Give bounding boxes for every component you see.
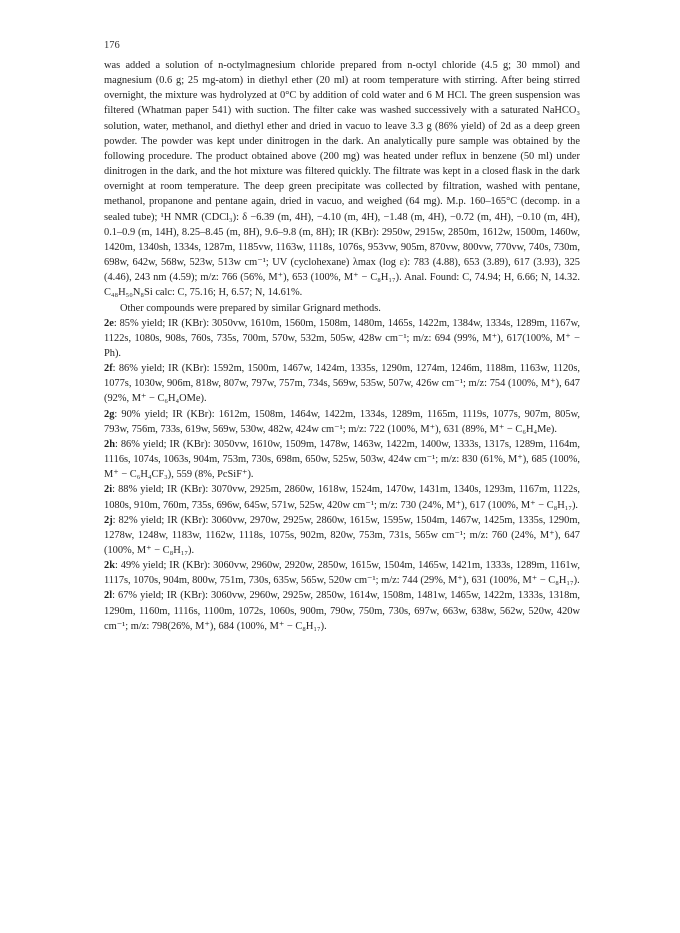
compound-entry-2i (104, 482, 580, 512)
compound-label: 2f (104, 363, 113, 375)
compound-data: : 86% yield; IR (KBr): 1592m, 1500m, 1467w, 1424m, 1335s, 1290m, 1274m, 1246m, 1188m, 1163w, 1120s, 1077s, 1030w, 906m, 818w, 807w, 797w, 757m, 734s, 569w, 535w, 507w, 426w cm⁻¹; m/z: 754 (100%, M⁺), 647 (92%, M⁺ − C₆H₄OMe). (104, 363, 580, 405)
compound-data: : 49% yield; IR (KBr): 3060vw, 2960w, 2920w, 2850w, 1615w, 1504m, 1465w, 1421m, 1333s, 1289m, 1161w, 1117s, 1070s, 904m, 800w, 751m, 730s, 635w, 565w, 520w cm⁻¹; m/z: 744 (29%, M⁺), 631 (100%, M⁺ − C₈H₁₇). (104, 560, 580, 587)
body-text (104, 58, 580, 634)
note-paragraph (104, 301, 580, 316)
compound-entry-2j (104, 513, 580, 558)
compound-label: 2l (104, 590, 113, 602)
compound-entry-2g (104, 407, 580, 437)
compound-entry-2l (104, 588, 580, 633)
compound-data: : 82% yield; IR (KBr): 3060vw, 2970w, 2925w, 2860w, 1615w, 1595w, 1504m, 1467w, 1425m, 1335s, 1290m, 1278w, 1248w, 1183w, 1162w, 1118s, 1075s, 902m, 820w, 753m, 731s, 565w cm⁻¹; m/z: 760 (24%, M⁺), 647 (100%, M⁺ − C₈H₁₇). (104, 514, 580, 556)
compound-data: : 86% yield; IR (KBr): 3050vw, 1610w, 1509m, 1478w, 1463w, 1422m, 1400w, 1333s, 1317s, 1289m, 1164m, 1116s, 1074s, 1063s, 904m, 753m, 730s, 698m, 650w, 525w, 503w, 424w cm⁻¹; m/z: 830 (61%, M⁺), 685 (100%, M⁺ − C₆H₄CF₃), 559 (8%, PcSiF⁺). (104, 438, 580, 481)
compound-label: 2e (104, 317, 114, 329)
compound-data: : 85% yield; IR (KBr): 3050vw, 1610m, 1560m, 1508m, 1480m, 1465s, 1422m, 1384w, 1334s, 1289m, 1167w, 1122s, 1080s, 908s, 760s, 735s, 700m, 570w, 532m, 505w, 428w cm⁻¹; m/z: 694 (99%, M⁺), 617(100%, M⁺ − Ph). (104, 317, 580, 359)
compound-label: 2g (104, 408, 115, 420)
compound-data: : 90% yield; IR (KBr): 1612m, 1508m, 1464w, 1422m, 1334s, 1289m, 1165m, 1119s, 1077s, 907m, 805w, 793w, 756m, 733s, 619w, 569w, 530w, 482w, 424w cm⁻¹; m/z: 722 (100%, M⁺), 631 (89%, M⁺ − C₆H₄Me). (104, 408, 580, 435)
page-number: 176 (104, 40, 120, 51)
compound-data: : 88% yield; IR (KBr): 3070vw, 2925m, 2860w, 1618w, 1524m, 1470w, 1431m, 1340s, 1293m, 1167m, 1122s, 1080s, 910m, 760m, 735s, 696w, 645w, 571w, 525w, 420w cm⁻¹; m/z: 730 (24%, M⁺), 617 (100%, M⁺ − C₈H₁₇). (104, 484, 580, 511)
compound-label: 2k (104, 560, 115, 572)
compound-label: 2j (104, 514, 113, 526)
compound-data: : 67% yield; IR (KBr): 3060vw, 2960w, 2925w, 2850w, 1614w, 1508m, 1481w, 1465w, 1422m, 1333s, 1318m, 1290m, 1160m, 1116s, 1100m, 1072s, 1060s, 900m, 790w, 750m, 730s, 697w, 663w, 638w, 562w, 520w, 420w cm⁻¹; m/z: 798(26%, M⁺), 684 (100%, M⁺ − C₈H₁₇). (104, 590, 580, 632)
compound-entry-2e (104, 316, 580, 361)
compound-entry-2f (104, 361, 580, 406)
compound-label: 2h (104, 438, 115, 450)
paragraph-text: was added a solution of n-octylmagnesium chloride prepared from n-octyl chloride (4.5 g; 30 mmol) and magnesium (0.6 g; 25 mg-atom) in diethyl ether (20 ml) at room temperature with stirring. After being stirred overnight, the mixture was hydrolyzed at 0°C by addition of cold water and 6 M HCl. The green suspension was filtered (Whatman paper 541) with suction. The filter cake was washed successively with a saturated NaHCO₃ solution, water, methanol, and diethyl ether and dried in vacuo to leave 3.3 g (86% yield) of 2d as a deep green powder. The powder was kept under dinitrogen in the dark. An analytically pure sample was obtained by the following procedure. The product obtained above (200 mg) was heated under reflux in benzene (50 ml) under dinitrogen in the dark, and the hot mixture was filtered quickly. The filtrate was kept in a closed flask in the dark overnight at room temperature. The deep green precipitate was collected by filtration, washed with pentane, methanol, propanone and pentane again, dried in vacuo, and weighed (64 mg). M.p. 160–165°C (decomp. in a sealed tube); ¹H NMR (CDCl₃): δ −6.39 (m, 4H), −4.10 (m, 4H), −1.48 (m, 4H), −0.72 (m, 4H), −0.10 (m, 4H), 0.1–0.9 (m, 14H), 8.25–8.45 (m, 8H), 9.6–9.8 (m, 8H); IR (KBr): 2950w, 2915w, 2850m, 1612w, 1500m, 1460w, 1420m, 1340sh, 1334s, 1287m, 1185vw, 1163w, 1118s, 1076s, 953vw, 905m, 870vw, 800vw, 770vw, 740s, 730m, 698w, 642w, 568w, 523w, 513w cm⁻¹; UV (cyclohexane) λmax (log ε): 783 (4.88), 653 (3.89), 617 (3.93), 325 (4.46), 243 nm (4.59); m/z: 766 (56%, M⁺), 653 (100%, M⁺ − C₈H₁₇). Anal. Found: C, 74.94; H, 6.66; N, 14.32. C₄₈H₅₀N₈Si calc: C, 75.16; H, 6.57; N, 14.61%. (104, 60, 580, 299)
compound-label: 2i (104, 484, 113, 496)
paragraph-text: Other compounds were prepared by similar Grignard methods. (120, 302, 381, 314)
procedure-paragraph (104, 58, 580, 301)
compound-entry-2h (104, 437, 580, 482)
compound-entry-2k (104, 558, 580, 588)
